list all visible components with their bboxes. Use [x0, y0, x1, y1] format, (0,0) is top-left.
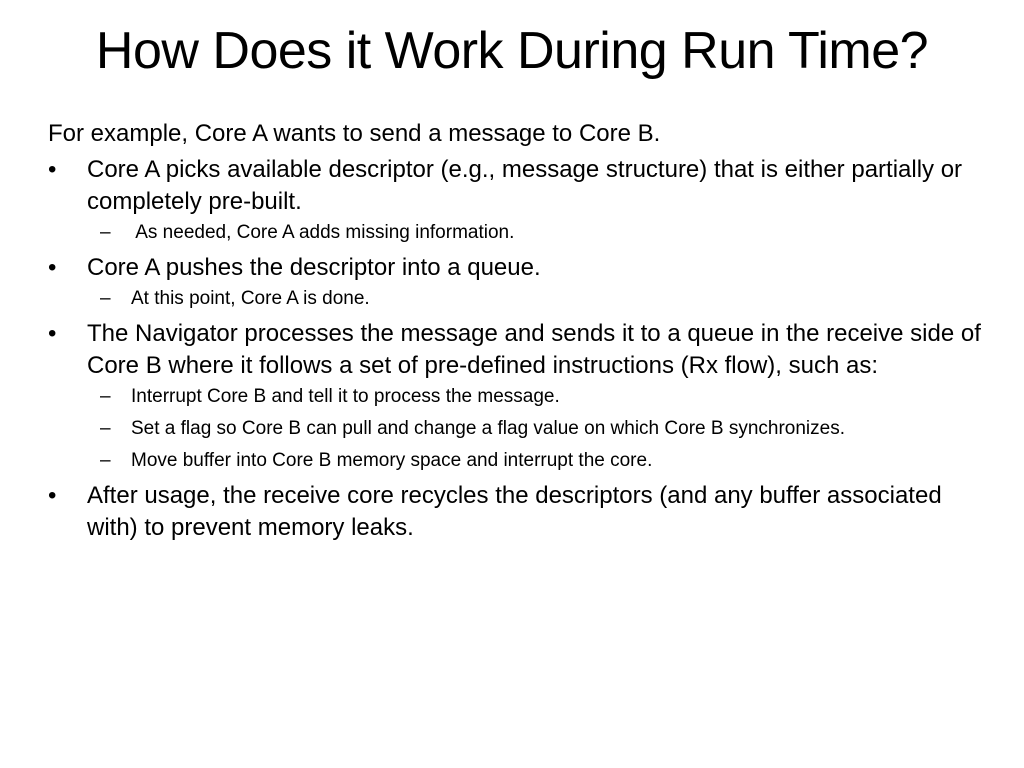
bullet-icon: •: [48, 254, 57, 281]
sub-bullet-item: [87, 384, 998, 410]
slide-body: [48, 118, 998, 550]
dash-icon: –: [100, 418, 111, 439]
dash-icon: –: [100, 450, 111, 471]
sub-bullet-text: Move buffer into Core B memory space and interrupt the core.: [131, 450, 653, 471]
bullet-text: After usage, the receive core recycles the descriptors (and any buffer associated with) to prevent memory leaks.: [87, 482, 942, 541]
bullet-item: [48, 480, 998, 544]
sub-bullet-item: [87, 448, 998, 474]
sub-bullet-item: [87, 416, 998, 442]
bullet-list: [48, 154, 998, 544]
bullet-item: [48, 252, 998, 312]
bullet-icon: •: [48, 320, 57, 347]
bullet-item: [48, 318, 998, 474]
sub-bullet-text: As needed, Core A adds missing information.: [131, 222, 515, 243]
bullet-item: [48, 154, 998, 246]
sub-bullet-text: Set a flag so Core B can pull and change a flag value on which Core B synchronizes.: [131, 418, 845, 439]
sub-bullet-list: [87, 384, 998, 474]
bullet-icon: •: [48, 482, 57, 509]
sub-bullet-list: [87, 220, 998, 246]
bullet-text: Core A pushes the descriptor into a queue.: [87, 254, 541, 281]
bullet-icon: •: [48, 156, 57, 183]
sub-bullet-item: [87, 220, 998, 246]
sub-bullet-text: Interrupt Core B and tell it to process the message.: [131, 386, 560, 407]
bullet-text: The Navigator processes the message and sends it to a queue in the receive side of Core B where it follows a set of pre-defined instructions (Rx flow), such as:: [87, 320, 981, 379]
dash-icon: –: [100, 386, 111, 407]
slide-title: How Does it Work During Run Time?: [95, 22, 929, 80]
bullet-text: Core A picks available descriptor (e.g., message structure) that is either partially or completely pre-built.: [87, 156, 963, 215]
dash-icon: –: [100, 222, 111, 243]
dash-icon: –: [100, 288, 111, 309]
intro-text: For example, Core A wants to send a message to Core B.: [48, 120, 661, 147]
sub-bullet-list: [87, 286, 998, 312]
sub-bullet-text: At this point, Core A is done.: [131, 288, 370, 309]
sub-bullet-item: [87, 286, 998, 312]
